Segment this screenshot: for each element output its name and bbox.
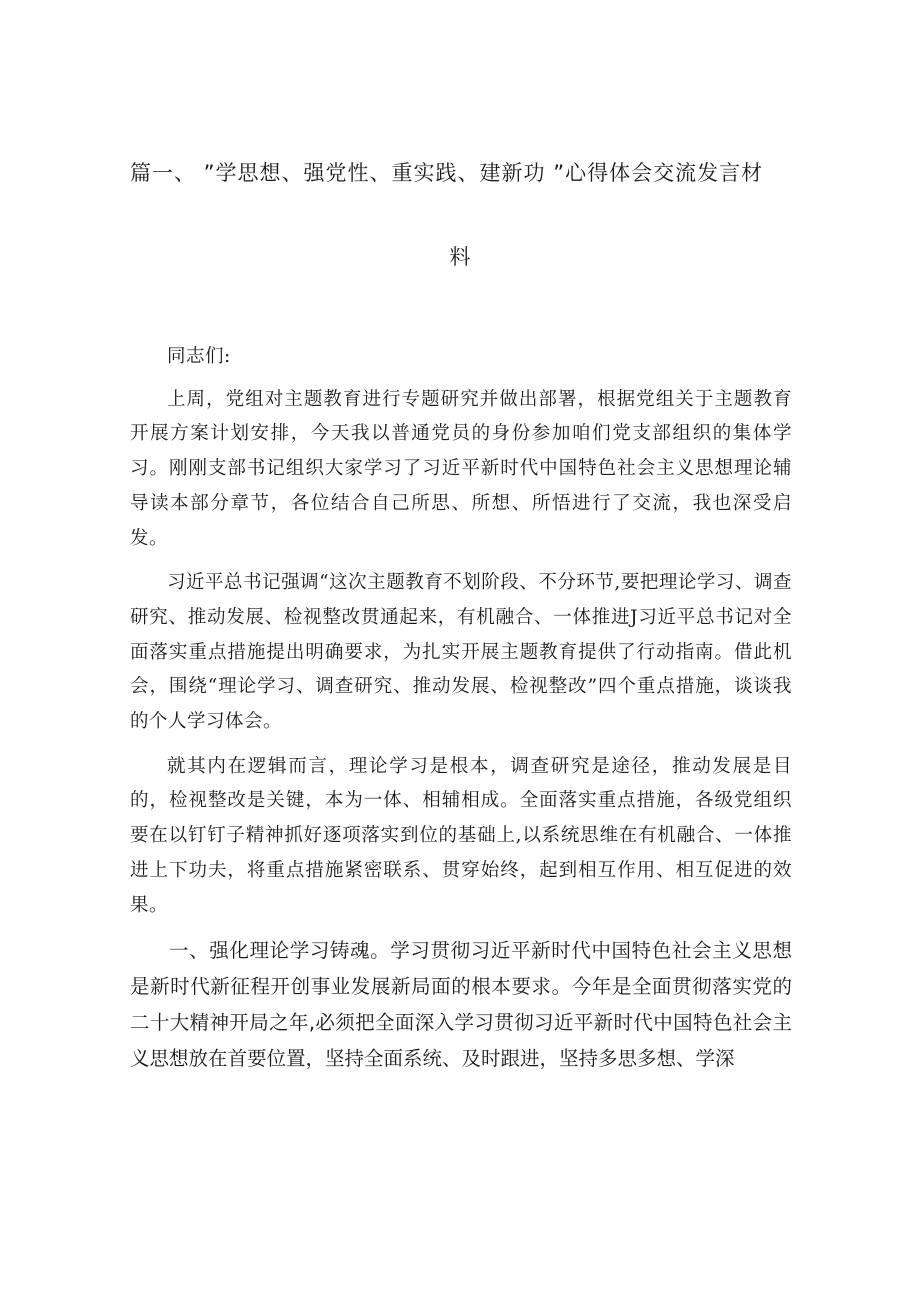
document-title: 篇一、 ”学思想、强党性、重实践、建新功 ”心得体会交流发言材 bbox=[130, 161, 764, 185]
paragraph-section-one: 一、强化理论学习铸魂。学习贯彻习近平新时代中国特色社会主义思想是新时代新征程开创事业发展新局面的根本要求。今年是全面贯彻落实党的二十大精神开局之年,必须把全面深入学习贯彻习近平新时代中国特色社会主义思想放在首要位置，坚持全面系统、及时跟进，坚持多思多想、学深 bbox=[130, 939, 792, 1071]
salutation: 同志们: bbox=[167, 346, 231, 367]
paragraph-quote: 习近平总书记强调“这次主题教育不划阶段、不分环节,要把理论学习、调查研究、推动发展、检视整改贯通起来，有机融合、一体推进J习近平总书记对全面落实重点措施提出明确要求，为扎实开展主题教育提供了行动指南。借此机会，围绕“理论学习、调查研究、推动发展、检视整改”四个重点措施，谈谈我的个人学习体会。 bbox=[130, 572, 792, 733]
paragraph-intro: 上周，党组对主题教育进行专题研究并做出部署，根据党组关于主题教育开展方案计划安排，今天我以普通党员的身份参加咱们党支部组织的集体学习。刚刚支部书记组织大家学习了习近平新时代中国特色社会主义思想理论辅导读本部分章节，各位结合自己所思、所想、所悟进行了交流，我也深受启发。 bbox=[130, 388, 792, 549]
document-title-continuation: 料 bbox=[449, 245, 471, 269]
paragraph-logic: 就其内在逻辑而言，理论学习是根本，调查研究是途径，推动发展是目的，检视整改是关键，本为一体、相辅相成。全面落实重点措施，各级党组织要在以钉钉子精神抓好逐项落实到位的基础上,以系统思维在有机融合、一体推进上下功夫，将重点措施紧密联系、贯穿始终，起到相互作用、相互促进的效果。 bbox=[130, 755, 792, 916]
document-body bbox=[130, 340, 792, 1077]
